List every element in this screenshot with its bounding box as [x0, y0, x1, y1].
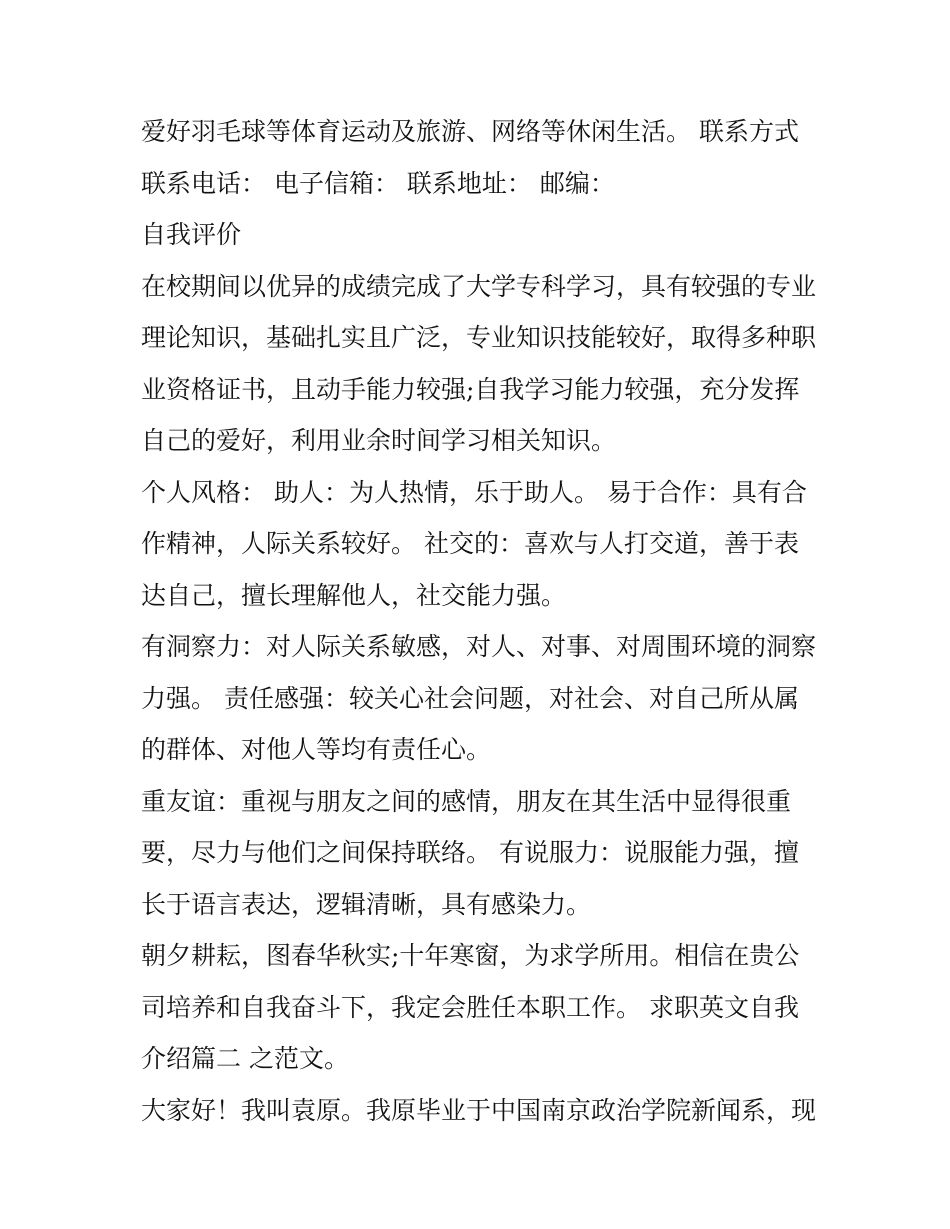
document-body — [141, 106, 821, 1136]
text-line: 理论知识，基础扎实且广泛，专业知识技能较好，取得多种职 — [141, 323, 817, 352]
text-line: 达自己，擅长理解他人，社交能力强。 — [141, 580, 567, 610]
text-line: 的群体、对他人等均有责任心。 — [141, 735, 492, 764]
text-line: 大家好！我叫袁原。我原毕业于中国南京政治学院新闻系，现 — [141, 1095, 817, 1125]
text-line: 自己的爱好，利用业余时间学习相关知识。 — [141, 426, 617, 455]
text-line: 重友谊：重视与朋友之间的感情，朋友在其生活中显得很重 — [141, 786, 792, 816]
text-line: 在校期间以优异的成绩完成了大学专科学习，具有较强的专业 — [141, 271, 817, 301]
text-line: 司培养和自我奋斗下，我定会胜任本职工作。 求职英文自我 — [141, 992, 799, 1022]
text-line: 介绍篇二 之范文。 — [141, 1044, 349, 1073]
text-line: 朝夕耕耘，图春华秋实;十年寒窗，为求学所用。相信在贵公 — [141, 941, 800, 970]
text-line: 长于语言表达，逻辑清晰，具有感染力。 — [141, 889, 592, 919]
text-line: 要，尽力与他们之间保持联络。 有说服力：说服能力强，擅 — [141, 838, 799, 867]
text-line: 个人风格： 助人：为人热情，乐于助人。 易于合作：具有合 — [141, 477, 807, 507]
text-line: 力强。 责任感强：较关心社会问题，对社会、对自己所从属 — [141, 683, 799, 713]
section-heading: 自我评价 — [141, 220, 242, 249]
text-line: 有洞察力：对人际关系敏感，对人、对事、对周围环境的洞察 — [141, 632, 817, 661]
text-line: 爱好羽毛球等体育运动及旅游、网络等休闲生活。 联系方式 — [141, 117, 799, 146]
text-line: 联系电话： 电子信箱： 联系地址： 邮编： — [141, 168, 615, 198]
text-line: 作精神，人际关系较好。 社交的：喜欢与人打交道，善于表 — [141, 529, 799, 558]
text-line: 业资格证书，且动手能力较强;自我学习能力较强，充分发挥 — [141, 374, 800, 404]
